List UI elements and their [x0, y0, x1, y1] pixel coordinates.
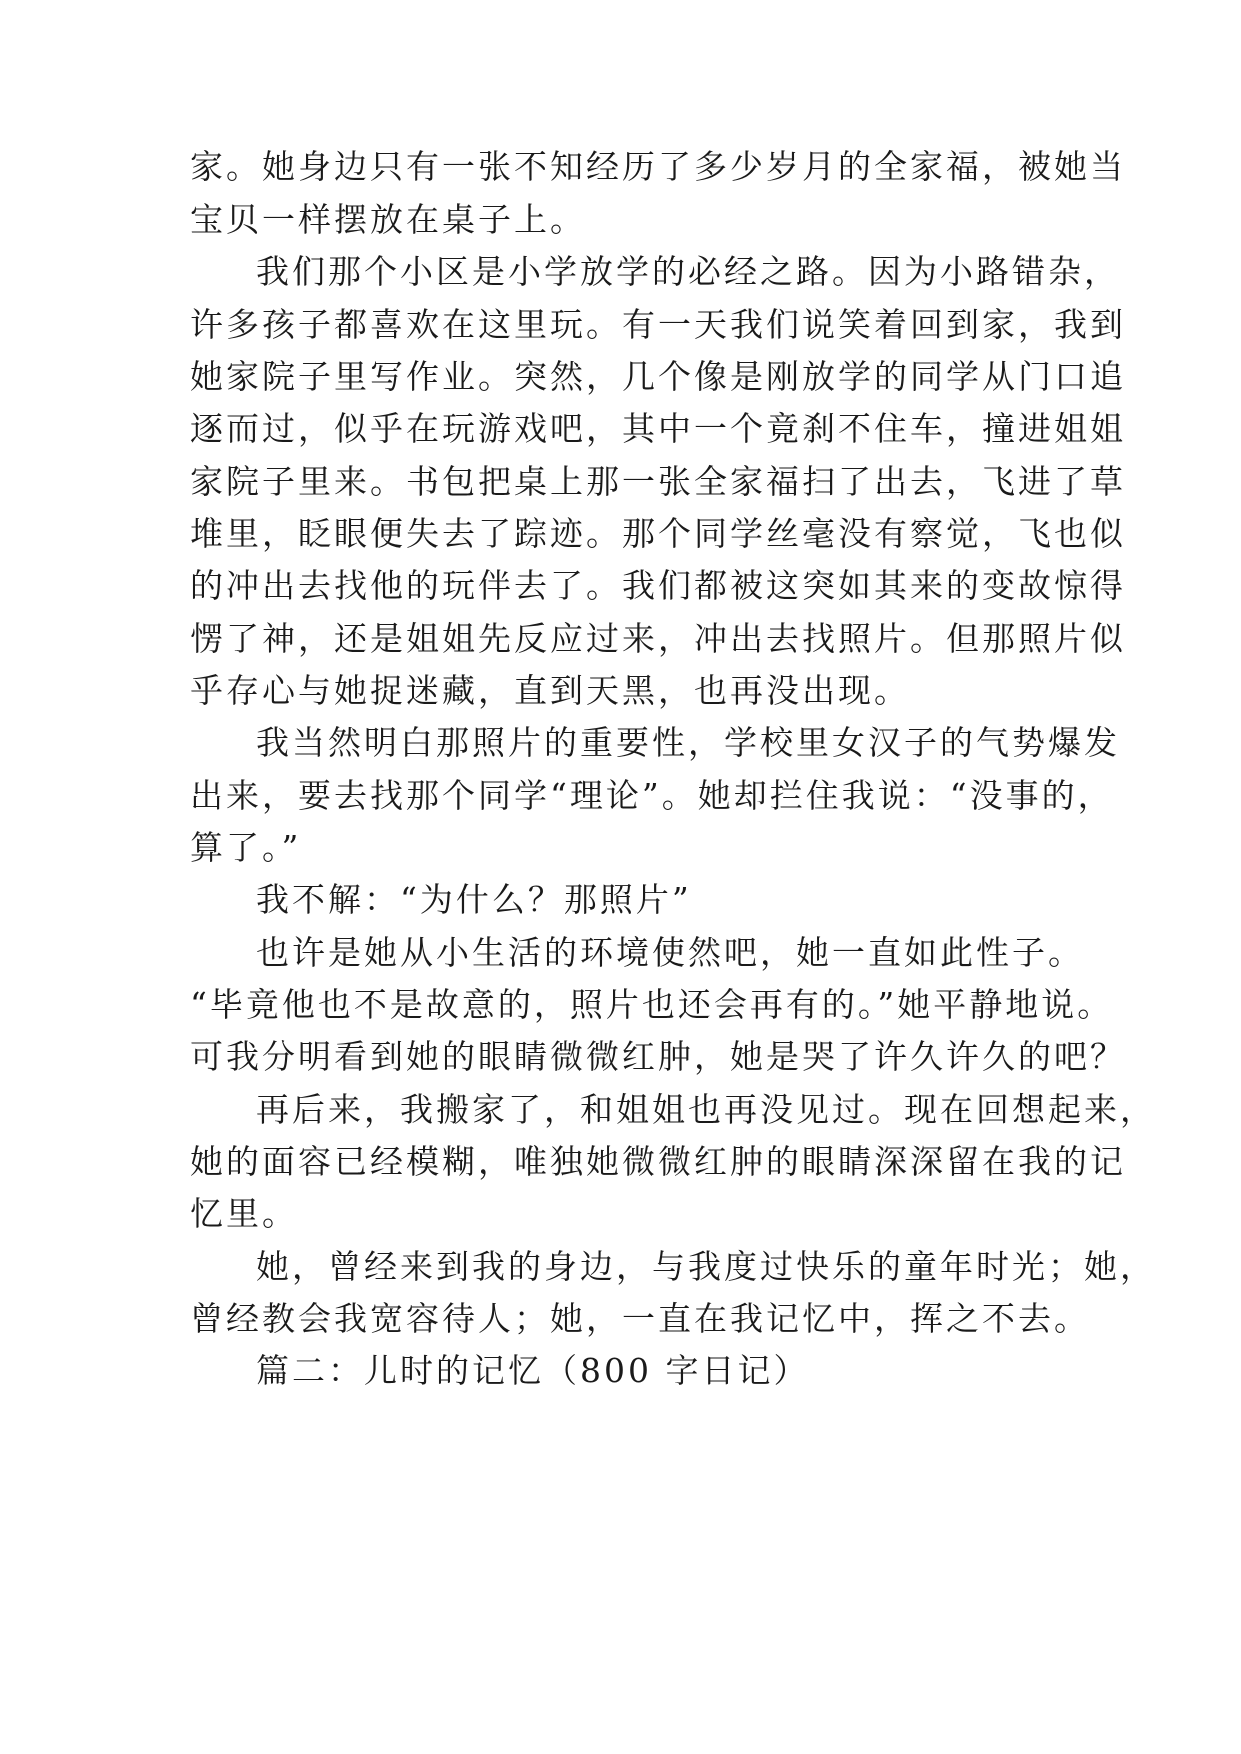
text-line: 曾经教会我宽容待人；她，一直在我记忆中，挥之不去。 [190, 1299, 1090, 1338]
text-line: 乎存心与她捉迷藏，直到天黑，也再没出现。 [190, 671, 910, 710]
text-line: 的冲出去找他的玩伴去了。我们都被这突如其来的变故惊得 [190, 566, 1126, 605]
text-line: 宝贝一样摆放在桌子上。 [190, 200, 586, 239]
text-line: 她的面容已经模糊，唯独她微微红肿的眼睛深深留在我的记 [190, 1142, 1126, 1181]
paragraph-start-line: 我们那个小区是小学放学的必经之路。因为小路错杂， [256, 252, 1120, 291]
text-line: 出来，要去找那个同学“理论”。她却拦住我说：“没事的， [190, 776, 1114, 815]
text-line: 家。她身边只有一张不知经历了多少岁月的全家福，被她当 [190, 147, 1126, 186]
text-line: 她家院子里写作业。突然，几个像是刚放学的同学从门口追 [190, 357, 1126, 396]
paragraph-start-line: 我不解：“为什么？那照片” [256, 880, 692, 919]
text-line: 愣了神，还是姐姐先反应过来，冲出去找照片。但那照片似 [190, 619, 1126, 658]
paragraph-start-line: 也许是她从小生活的环境使然吧，她一直如此性子。 [256, 933, 1084, 972]
text-line: 许多孩子都喜欢在这里玩。有一天我们说笑着回到家，我到 [190, 305, 1126, 344]
paragraph-start-line: 我当然明白那照片的重要性，学校里女汉子的气势爆发 [256, 723, 1120, 762]
text-line: 堆里，眨眼便失去了踪迹。那个同学丝毫没有察觉，飞也似 [190, 514, 1126, 553]
text-line: 家院子里来。书包把桌上那一张全家福扫了出去，飞进了草 [190, 462, 1126, 501]
text-line: “毕竟他也不是故意的，照片也还会再有的。”她平静地说。 [190, 985, 1114, 1024]
section-heading: 篇二：儿时的记忆（800 字日记） [256, 1351, 810, 1390]
text-line: 算了。” [190, 828, 302, 867]
paragraph-start-line: 她，曾经来到我的身边，与我度过快乐的童年时光；她， [256, 1247, 1156, 1286]
paragraph-start-line: 再后来，我搬家了，和姐姐也再没见过。现在回想起来， [256, 1090, 1156, 1129]
text-line: 可我分明看到她的眼睛微微红肿，她是哭了许久许久的吧？ [190, 1037, 1126, 1076]
text-line: 忆里。 [190, 1194, 298, 1233]
text-line: 逐而过，似乎在玩游戏吧，其中一个竟刹不住车，撞进姐姐 [190, 409, 1126, 448]
